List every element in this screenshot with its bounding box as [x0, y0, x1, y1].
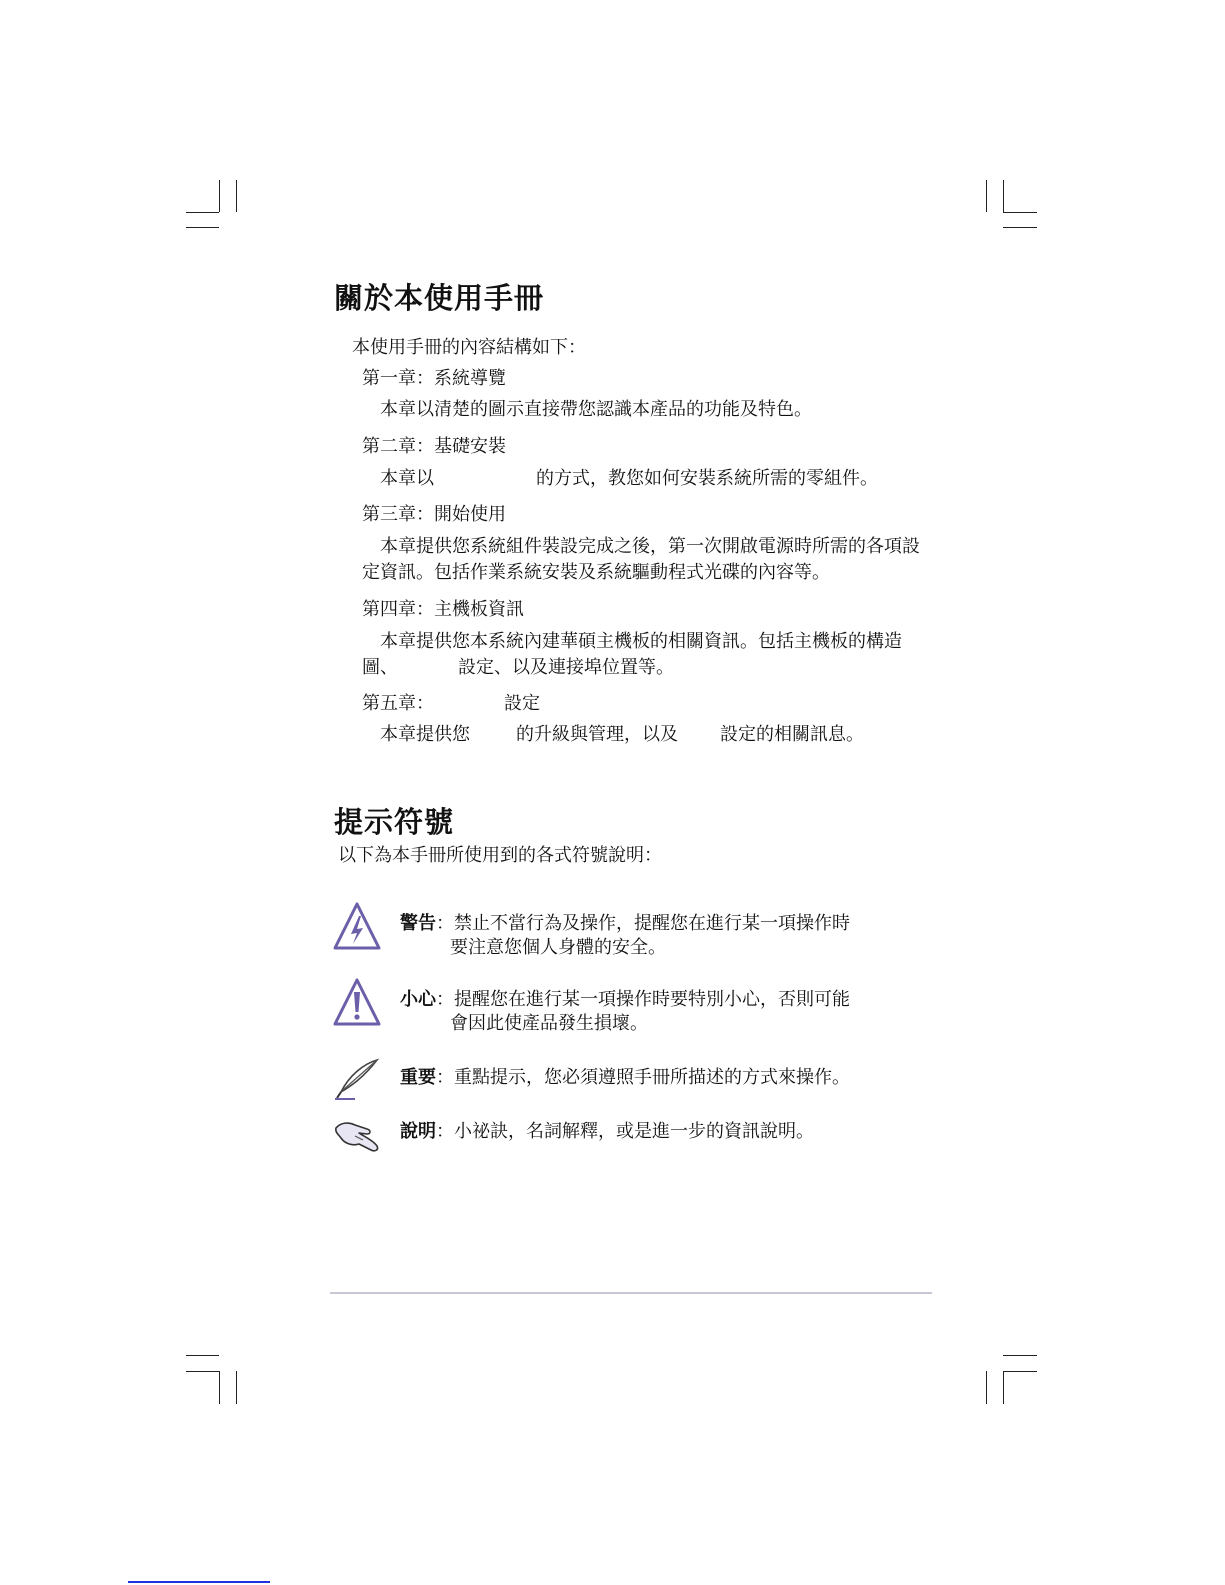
chapter-heading: 第二章：基礎安裝: [362, 436, 506, 457]
chapter-desc-segment: 本章以: [380, 468, 434, 489]
crop-mark: [1003, 212, 1037, 213]
about-intro: 本使用手冊的內容結構如下：: [352, 337, 586, 358]
section-title-about: 關於本使用手冊: [334, 281, 545, 315]
notice-text: 要注意您個人身體的安全。: [450, 937, 666, 958]
important-quill-icon: [333, 1058, 381, 1100]
chapter-desc-segment: 的方式，教您如何安裝系統所需的零組件。: [536, 468, 878, 489]
chapter-desc: [380, 723, 880, 747]
symbols-intro: 以下為本手冊所使用到的各式符號說明：: [338, 845, 662, 866]
crop-mark: [986, 180, 987, 212]
notice-text: ：禁止不當行為及操作，提醒您在進行某一項操作時: [436, 913, 850, 934]
crop-mark: [1003, 1371, 1037, 1372]
crop-mark: [1003, 180, 1004, 212]
chapter-desc-segment: 圖、: [362, 657, 398, 678]
note-hand-icon: [333, 1116, 381, 1154]
crop-mark: [186, 1355, 219, 1356]
section-title-symbols: 提示符號: [334, 805, 455, 839]
chapter-desc-segment: 本章提供您: [380, 724, 470, 745]
chapter-heading: 第四章：主機板資訊: [362, 599, 524, 620]
crop-mark: [219, 1371, 220, 1404]
chapter-desc: 本章提供您系統組件裝設完成之後，第一次開啟電源時所需的各項設: [380, 536, 920, 557]
notice-important: [400, 1066, 860, 1090]
notice-label: 警告: [400, 913, 436, 934]
crop-mark: [236, 1371, 237, 1404]
crop-mark: [1003, 227, 1037, 228]
crop-mark: [186, 227, 219, 228]
crop-mark: [986, 1371, 987, 1404]
crop-mark: [1003, 1371, 1004, 1404]
crop-mark: [186, 1371, 219, 1372]
chapter-desc-segment: 的升級與管理，以及: [516, 724, 678, 745]
chapter-desc-segment: 設定的相關訊息。: [720, 724, 864, 745]
notice-label: 小心: [400, 989, 436, 1010]
notice-text: ：小祕訣，名詞解釋，或是進一步的資訊說明。: [436, 1121, 814, 1142]
notice-warning: [400, 912, 860, 964]
caution-exclamation-icon: [333, 978, 381, 1026]
link-underline-bar: [128, 1581, 270, 1583]
footer-rule: [330, 1292, 932, 1294]
notice-label: 說明: [400, 1121, 436, 1142]
notice-text: ：重點提示，您必須遵照手冊所描述的方式來操作。: [436, 1067, 850, 1088]
chapter-desc: 本章提供您本系統內建華碩主機板的相關資訊。包括主機板的構造: [380, 631, 902, 652]
crop-mark: [186, 212, 219, 213]
crop-mark: [1003, 1355, 1037, 1356]
notice-note: [400, 1120, 860, 1144]
chapter-desc: 本章以清楚的圖示直接帶您認識本產品的功能及特色。: [380, 399, 812, 420]
notice-text: ：提醒您在進行某一項操作時要特別小心，否則可能: [436, 989, 850, 1010]
notice-text: 會因此使產品發生損壞。: [450, 1013, 648, 1034]
chapter-desc: [380, 467, 900, 491]
warning-lightning-icon: [333, 902, 381, 950]
chapter-heading: 第一章：系統導覽: [362, 368, 506, 389]
chapter-desc: 定資訊。包括作業系統安裝及系統驅動程式光碟的內容等。: [362, 562, 830, 583]
chapter-heading: [362, 692, 562, 716]
crop-mark: [236, 180, 237, 212]
chapter-desc: [362, 656, 762, 680]
notice-caution: [400, 988, 860, 1040]
notice-label: 重要: [400, 1067, 436, 1088]
chapter-heading-segment: 設定: [504, 693, 540, 714]
crop-mark: [219, 180, 220, 212]
chapter-heading-segment: 第五章：: [362, 693, 434, 714]
chapter-heading: 第三章：開始使用: [362, 504, 506, 525]
chapter-desc-segment: 設定、以及連接埠位置等。: [458, 657, 674, 678]
